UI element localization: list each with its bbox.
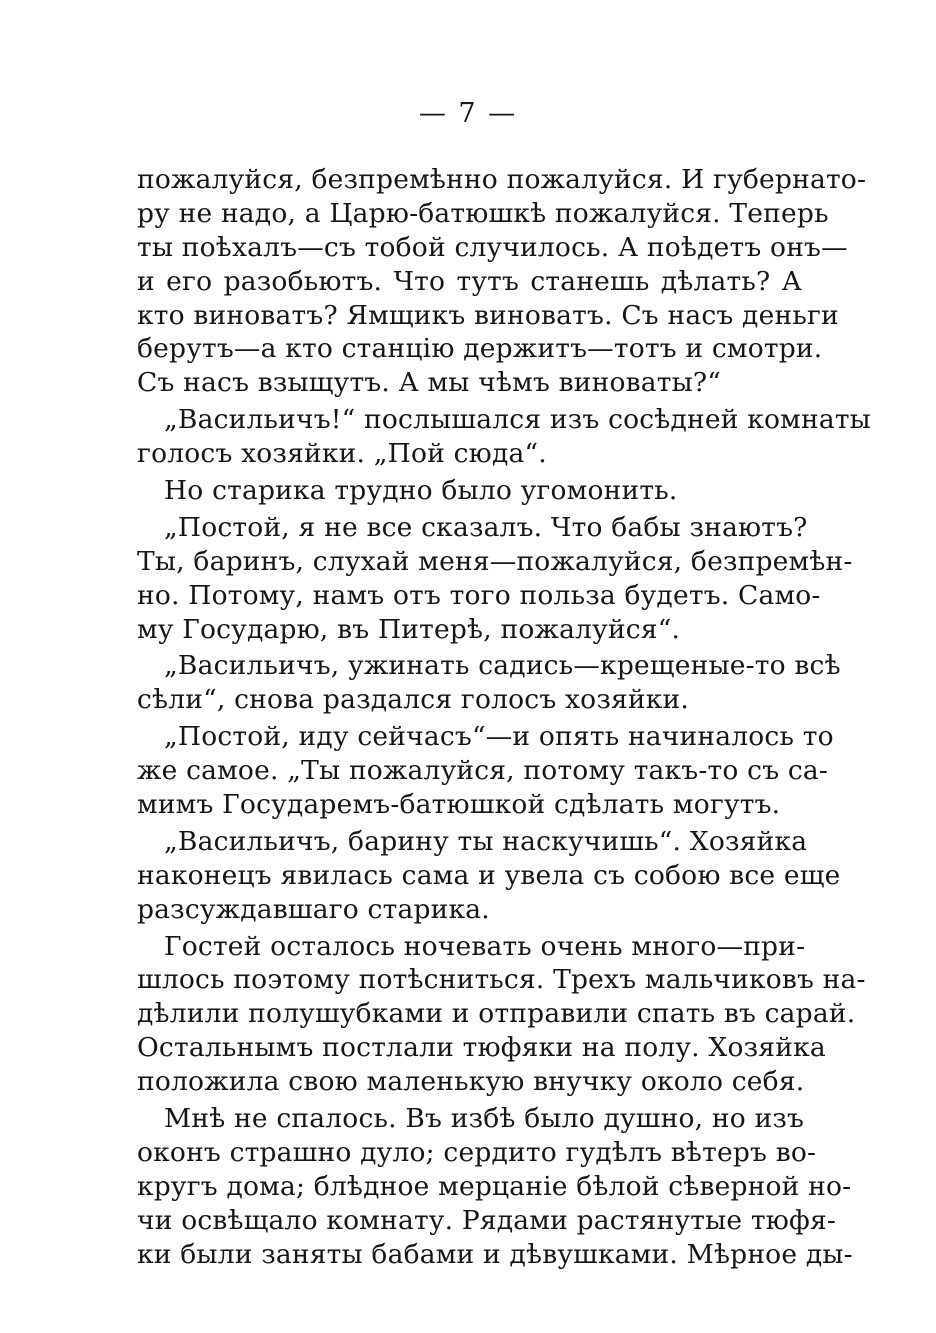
text-line: но. Потому, намъ отъ того польза будетъ. Само- — [137, 579, 821, 611]
text-line: „Постой, иду сейчасъ“—и опять начиналось то — [164, 721, 834, 753]
text-line: кто виноватъ? Ямщикъ виноватъ. Съ насъ деньги — [137, 299, 839, 331]
text-line: дѣлили полушубками и отправили спать въ сарай. — [137, 998, 856, 1030]
text-line: оконъ страшно дуло; сердито гудѣлъ вѣтеръ во- — [137, 1136, 817, 1168]
text-line: Съ насъ взыщутъ. А мы чѣмъ виноваты?“ — [137, 367, 722, 399]
page-number: — 7 — — [418, 98, 518, 129]
text-line: и его разобьютъ. Что тутъ станешь дѣлать? А — [137, 265, 802, 297]
text-line: берутъ—а кто станцію держитъ—тотъ и смотри. — [137, 333, 823, 365]
text-line: мимъ Государемъ-батюшкой сдѣлать могутъ. — [137, 789, 781, 821]
text-line: чи освѣщало комнату. Рядами растянутые тюфя- — [137, 1204, 837, 1236]
text-line: ру не надо, а Царю-батюшкѣ пожалуйся. Теперь — [137, 197, 829, 229]
text-line: же самое. „Ты пожалуйся, потому такъ-то съ са- — [137, 755, 829, 787]
text-line: ты поѣхалъ—съ тобой случилось. А поѣдетъ онъ— — [137, 231, 848, 263]
text-line: „Васильичъ, ужинать садись—крещеные-то всѣ — [164, 650, 841, 682]
text-line: положила свою маленькую внучку около себя. — [137, 1066, 805, 1098]
text-line: сѣли“, снова раздался голосъ хозяйки. — [137, 684, 689, 716]
text-line: „Васильичъ!“ послышался изъ сосѣдней комнаты — [164, 404, 871, 436]
text-line: разсуждавшаго старика. — [137, 893, 490, 925]
text-line: му Государю, въ Питерѣ, пожалуйся“. — [137, 613, 681, 645]
page-text — [137, 163, 871, 1272]
text-line: Мнѣ не спалось. Въ избѣ было душно, но изъ — [164, 1103, 805, 1135]
text-line: Гостей осталось ночевать очень много—при- — [164, 930, 806, 962]
text-line: пожалуйся, безпремѣнно пожалуйся. И губернато- — [137, 164, 867, 195]
text-line: кругъ дома; блѣдное мерцаніе бѣлой сѣверной но- — [137, 1170, 852, 1202]
text-line: наконецъ явилась сама и увела съ собою все еще — [137, 859, 841, 891]
text-line: шлось поэтому потѣсниться. Трехъ мальчиковъ на- — [137, 964, 866, 996]
text-line: Ты, баринъ, слухай меня—пожалуйся, безпремѣн- — [137, 545, 853, 577]
text-line: Остальнымъ постлали тюфяки на полу. Хозяйка — [137, 1032, 826, 1064]
text-line: голосъ хозяйки. „Пой сюда“. — [137, 438, 547, 470]
text-line: „Васильичъ, барину ты наскучишь“. Хозяйка — [164, 825, 808, 857]
text-line: „Постой, я не все сказалъ. Что бабы знаютъ? — [164, 511, 808, 543]
text-line: Но старика трудно было угомонить. — [164, 475, 678, 507]
text-line: ки были заняты бабами и дѣвушками. Мѣрное ды- — [137, 1238, 853, 1270]
